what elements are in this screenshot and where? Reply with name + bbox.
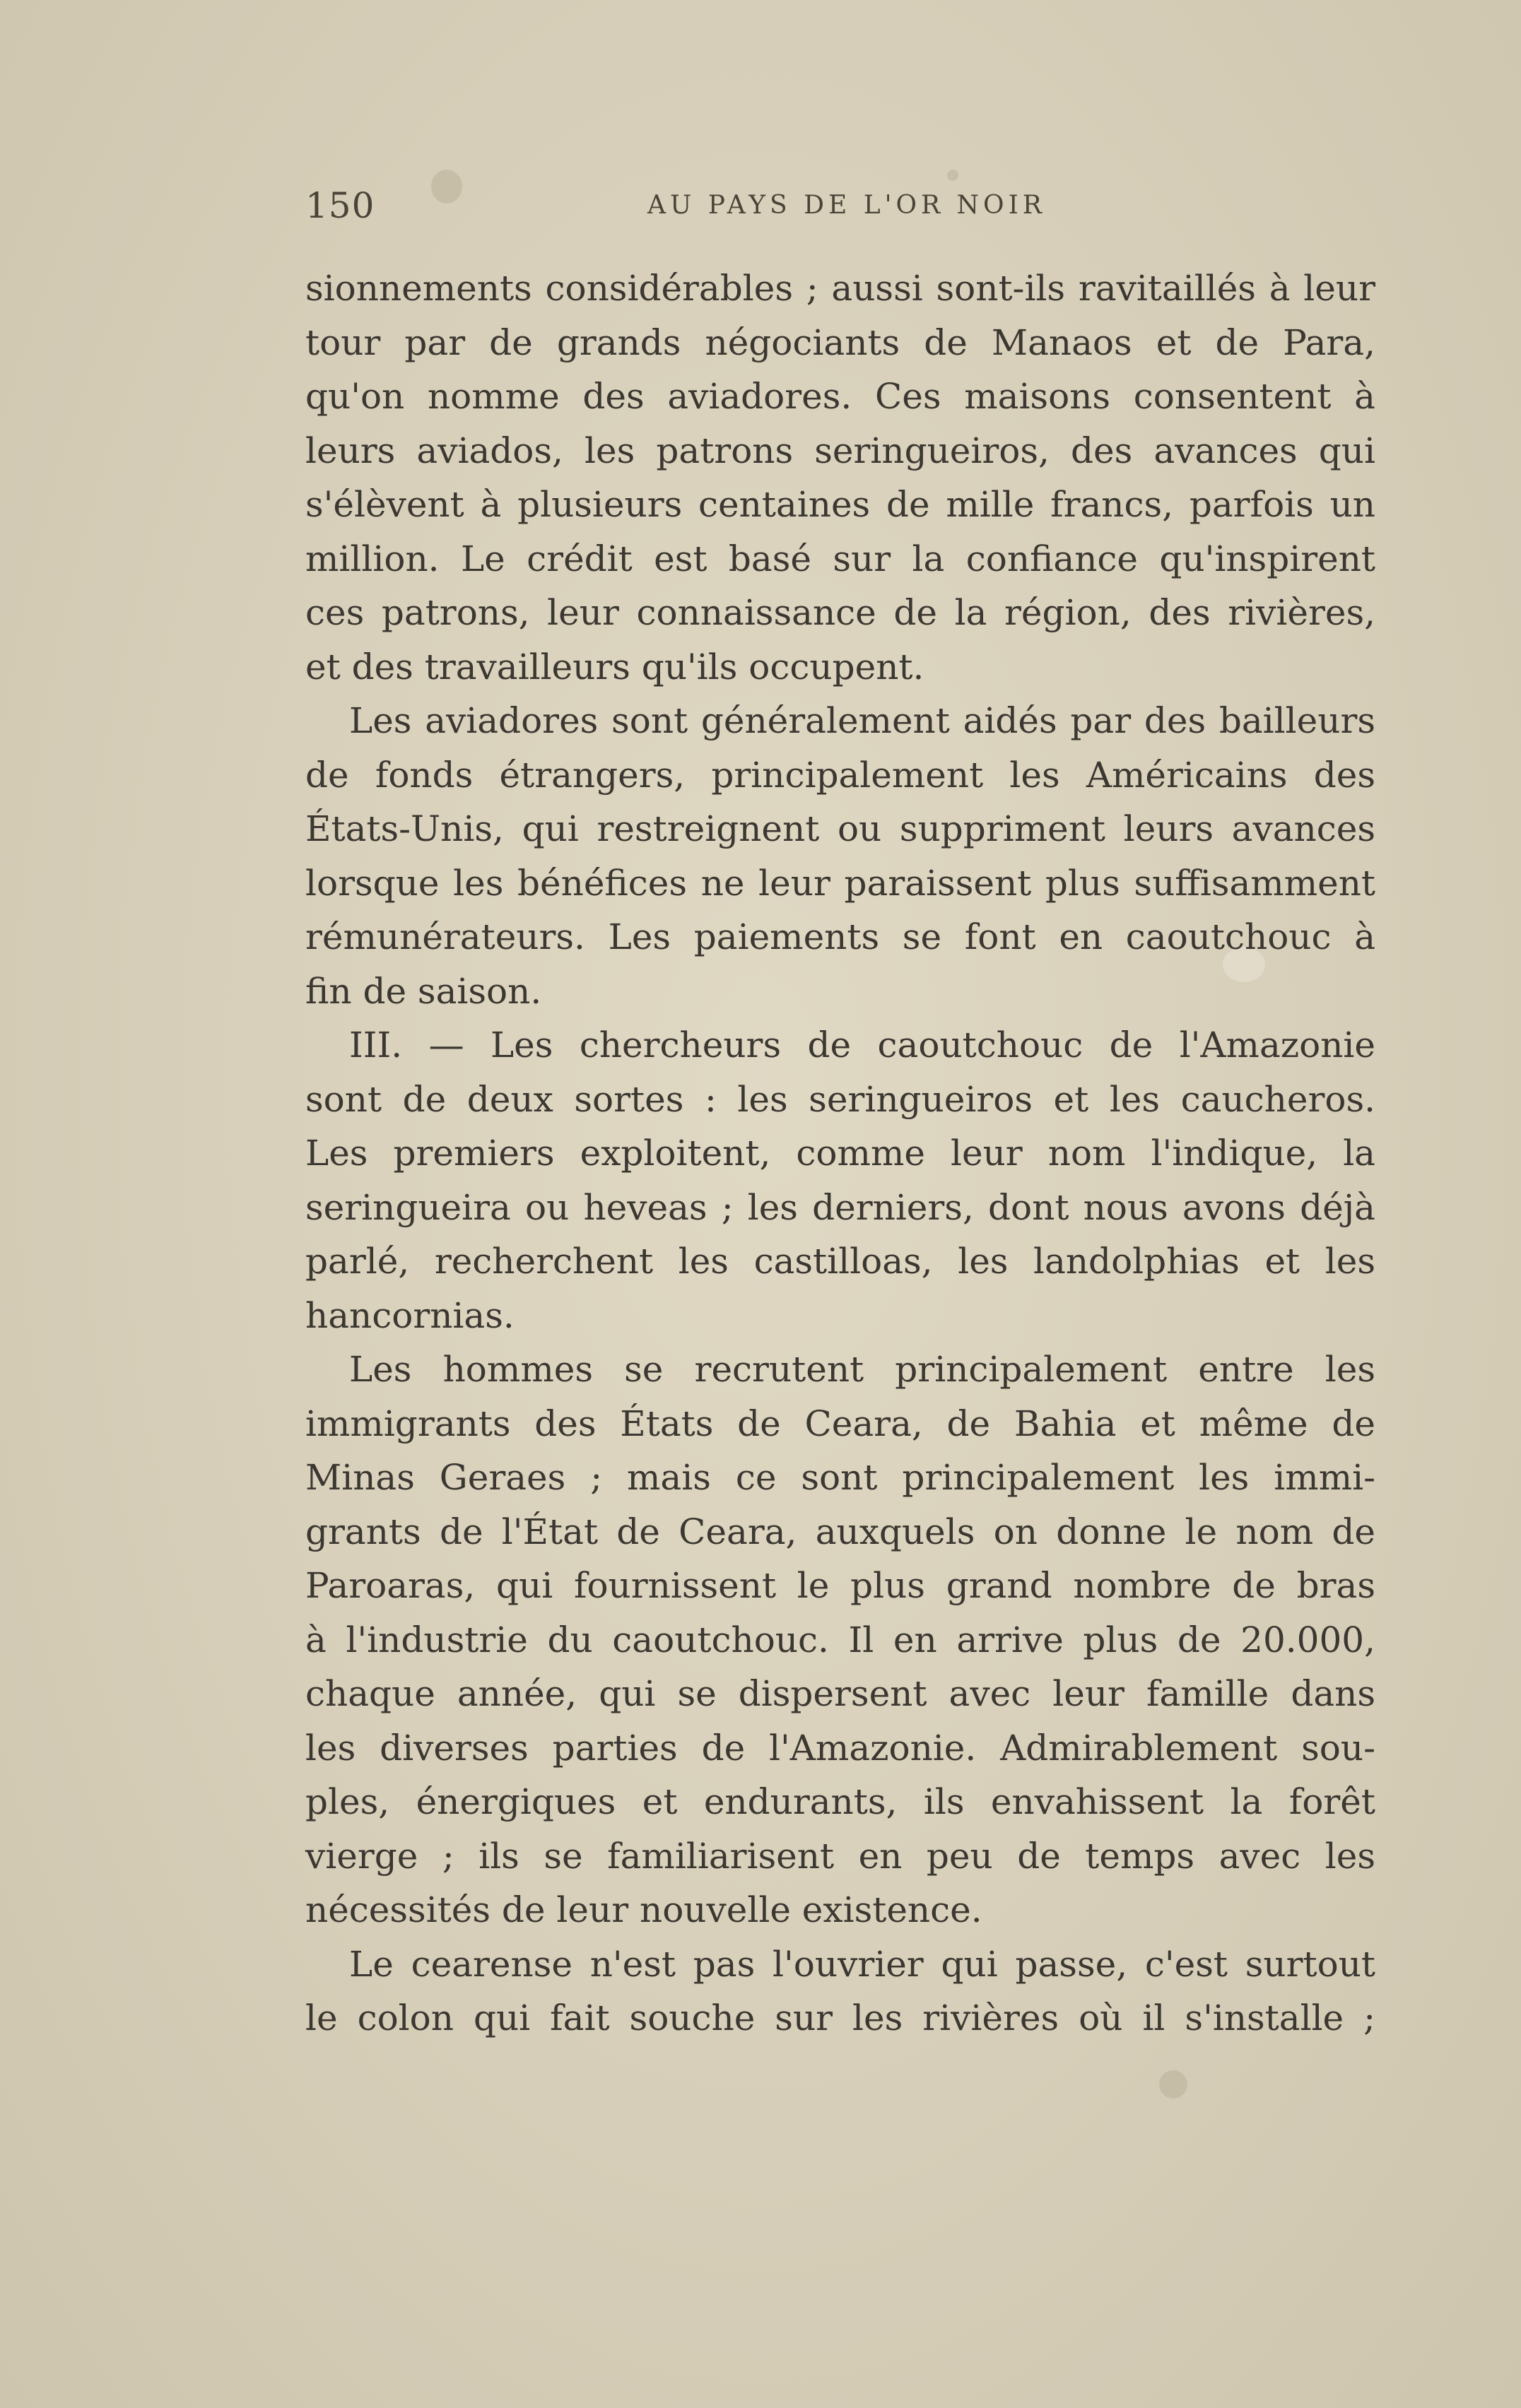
text-line: Minas Geraes ; mais ce sont principalement les immi- (305, 1457, 1375, 1498)
text-line: Les premiers exploitent, comme leur nom l'indique, la (305, 1133, 1375, 1174)
text-line: sont de deux sortes : les seringueiros et les caucheros. (305, 1078, 1375, 1120)
text-line: Les aviadores sont généralement aidés par des bailleurs (349, 700, 1375, 741)
running-title: AU PAYS DE L'OR NOIR (647, 191, 1046, 220)
text-line: million. Le crédit est basé sur la confiance qu'inspirent (305, 538, 1375, 579)
text-line: chaque année, qui se dispersent avec leur famille dans (305, 1673, 1375, 1714)
text-line: immigrants des États de Ceara, de Bahia et même de (305, 1403, 1375, 1444)
text-line: Paroaras, qui fournissent le plus grand nombre de bras (305, 1565, 1375, 1606)
text-line: seringueira ou heveas ; les derniers, dont nous avons déjà (305, 1186, 1375, 1228)
text-line: sionnements considérables ; aussi sont-ils ravitaillés à leur (305, 268, 1375, 309)
paper-stain (1159, 2070, 1187, 2099)
text-line: grants de l'État de Ceara, auxquels on donne le nom de (305, 1511, 1375, 1552)
text-line: ples, énergiques et endurants, ils envahissent la forêt (305, 1781, 1375, 1822)
text-line: à l'industrie du caoutchouc. Il en arrive plus de 20.000, (305, 1619, 1375, 1660)
text-line: le colon qui fait souche sur les rivières où il s'installe ; (305, 1997, 1375, 2038)
text-line: tour par de grands négociants de Manaos et de Para, (305, 321, 1375, 363)
text-line: les diverses parties de l'Amazonie. Admirablement sou- (305, 1727, 1375, 1769)
page-number: 150 (305, 185, 375, 226)
text-line: États-Unis, qui restreignent ou suppriment leurs avances (305, 808, 1375, 849)
text-line: vierge ; ils se familiarisent en peu de temps avec les (305, 1835, 1375, 1877)
text-line: leurs aviados, les patrons seringueiros, des avances qui (305, 430, 1375, 471)
text-line: ces patrons, leur connaissance de la région, des rivières, (305, 592, 1375, 633)
text-line: Le cearense n'est pas l'ouvrier qui passe, c'est surtout (349, 1943, 1375, 1985)
text-line: parlé, recherchent les castilloas, les landolphias et les (305, 1241, 1375, 1282)
text-line: III. — Les chercheurs de caoutchouc de l'Amazonie (349, 1025, 1375, 1066)
text-line: rémunérateurs. Les paiements se font en caoutchouc à (305, 916, 1375, 957)
text-line: s'élèvent à plusieurs centaines de mille francs, parfois un (305, 484, 1375, 525)
text-line: de fonds étrangers, principalement les Américains des (305, 754, 1375, 796)
body-text (305, 261, 1375, 2046)
text-line: Les hommes se recrutent principalement entre les (349, 1349, 1375, 1390)
paper-stain (947, 170, 958, 181)
text-line: lorsque les bénéfices ne leur paraissent plus suffisamment (305, 862, 1375, 904)
text-line: nécessités de leur nouvelle existence. (305, 1889, 982, 1930)
text-line: fin de saison. (305, 970, 542, 1012)
text-line: hancornias. (305, 1294, 515, 1336)
text-line: qu'on nomme des aviadores. Ces maisons consentent à (305, 376, 1375, 417)
text-line: et des travailleurs qu'ils occupent. (305, 646, 924, 687)
running-head (305, 185, 1375, 235)
